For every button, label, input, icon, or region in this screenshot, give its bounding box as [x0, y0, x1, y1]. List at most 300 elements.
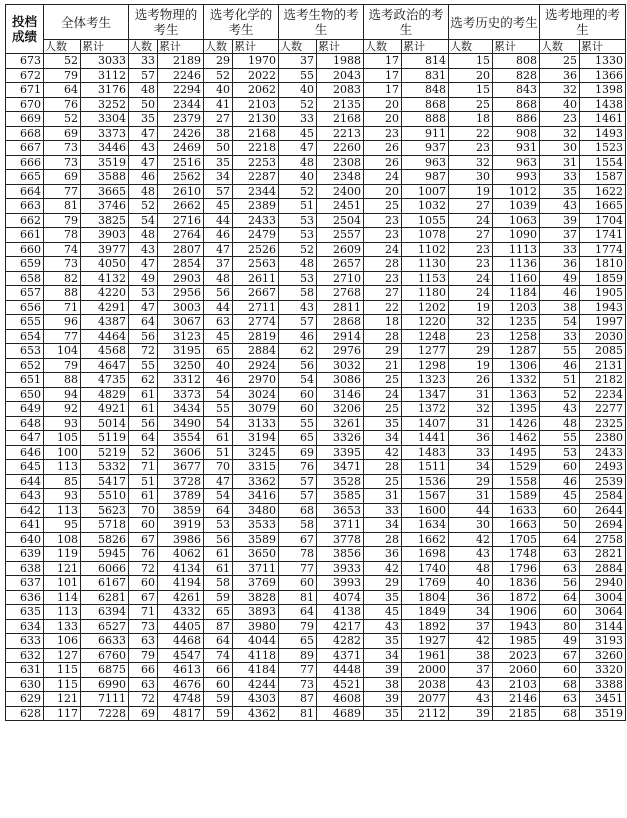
count-cell: 69: [129, 706, 158, 721]
cumulative-cell: 1849: [402, 605, 449, 620]
count-cell: 70: [129, 503, 158, 518]
cumulative-cell: 1493: [580, 126, 626, 141]
count-cell: 23: [449, 329, 493, 344]
count-cell: 34: [364, 648, 402, 663]
cumulative-cell: 3315: [233, 460, 279, 475]
count-cell: 77: [44, 184, 81, 199]
count-cell: 117: [44, 706, 81, 721]
count-cell: 42: [449, 634, 493, 649]
count-cell: 31: [449, 489, 493, 504]
cumulative-cell: 3585: [317, 489, 364, 504]
count-cell: 31: [364, 489, 402, 504]
cumulative-cell: 2213: [317, 126, 364, 141]
cumulative-cell: 1774: [580, 242, 626, 257]
count-cell: 45: [540, 489, 580, 504]
count-cell: 78: [44, 228, 81, 243]
cumulative-cell: 2758: [580, 532, 626, 547]
score-cell: 654: [6, 329, 44, 344]
count-cell: 63: [204, 315, 233, 330]
cumulative-cell: 1426: [493, 416, 540, 431]
score-cell: 634: [6, 619, 44, 634]
cumulative-cell: 4829: [81, 387, 129, 402]
count-cell: 58: [204, 576, 233, 591]
cumulative-cell: 4547: [158, 648, 204, 663]
cumulative-cell: 2433: [233, 213, 279, 228]
cumulative-cell: 2380: [580, 431, 626, 446]
cumulative-cell: 1943: [493, 619, 540, 634]
score-cell: 642: [6, 503, 44, 518]
count-cell: 35: [364, 590, 402, 605]
count-cell: 54: [204, 489, 233, 504]
cumulative-cell: 4217: [317, 619, 364, 634]
cumulative-cell: 1961: [402, 648, 449, 663]
cumulative-cell: 888: [402, 112, 449, 127]
count-cell: 36: [540, 257, 580, 272]
cumulative-cell: 1997: [580, 315, 626, 330]
count-cell: 64: [204, 634, 233, 649]
cumulative-cell: 1587: [580, 170, 626, 185]
count-cell: 79: [279, 619, 317, 634]
sub-header-cumulative: 累计: [233, 40, 279, 54]
cumulative-cell: 1306: [493, 358, 540, 373]
count-cell: 47: [129, 126, 158, 141]
score-cell: 657: [6, 286, 44, 301]
cumulative-cell: 1740: [402, 561, 449, 576]
table-row: [6, 68, 626, 83]
table-row: [6, 416, 626, 431]
score-cell: 646: [6, 445, 44, 460]
count-cell: 81: [44, 199, 81, 214]
cumulative-cell: 3064: [580, 605, 626, 620]
cumulative-cell: 1906: [493, 605, 540, 620]
cumulative-cell: 2060: [493, 663, 540, 678]
cumulative-cell: 1622: [580, 184, 626, 199]
cumulative-cell: 2344: [158, 97, 204, 112]
cumulative-cell: 2189: [158, 54, 204, 69]
cumulative-cell: 3728: [158, 474, 204, 489]
count-cell: 88: [44, 373, 81, 388]
count-cell: 26: [364, 155, 402, 170]
cumulative-cell: 1063: [493, 213, 540, 228]
count-cell: 67: [540, 648, 580, 663]
count-cell: 65: [204, 605, 233, 620]
count-cell: 64: [129, 315, 158, 330]
cumulative-cell: 2112: [402, 706, 449, 721]
count-cell: 39: [449, 706, 493, 721]
count-cell: 47: [204, 242, 233, 257]
cumulative-cell: 4050: [81, 257, 129, 272]
count-cell: 74: [44, 242, 81, 257]
cumulative-cell: 2433: [580, 445, 626, 460]
count-cell: 47: [129, 155, 158, 170]
cumulative-cell: 1523: [580, 141, 626, 156]
cumulative-cell: 2135: [317, 97, 364, 112]
cumulative-cell: 5718: [81, 518, 129, 533]
cumulative-cell: 2976: [317, 344, 364, 359]
table-row: [6, 170, 626, 185]
cumulative-cell: 4244: [233, 677, 279, 692]
cumulative-cell: 2609: [317, 242, 364, 257]
count-cell: 28: [364, 460, 402, 475]
cumulative-cell: 1007: [402, 184, 449, 199]
count-cell: 34: [449, 460, 493, 475]
count-cell: 17: [364, 54, 402, 69]
cumulative-cell: 828: [493, 68, 540, 83]
cumulative-cell: 4647: [81, 358, 129, 373]
cumulative-cell: 3245: [233, 445, 279, 460]
count-cell: 33: [449, 445, 493, 460]
cumulative-cell: 1347: [402, 387, 449, 402]
cumulative-cell: 2083: [317, 83, 364, 98]
score-cell: 670: [6, 97, 44, 112]
count-cell: 26: [364, 141, 402, 156]
count-cell: 61: [204, 431, 233, 446]
cumulative-cell: 1398: [580, 83, 626, 98]
count-cell: 60: [279, 576, 317, 591]
count-cell: 49: [540, 271, 580, 286]
score-cell: 652: [6, 358, 44, 373]
count-cell: 87: [204, 619, 233, 634]
table-row: [6, 184, 626, 199]
table-row: [6, 590, 626, 605]
cumulative-cell: 4138: [317, 605, 364, 620]
count-cell: 33: [540, 170, 580, 185]
count-cell: 60: [540, 503, 580, 518]
cumulative-cell: 3711: [233, 561, 279, 576]
sub-header-cumulative: 累计: [158, 40, 204, 54]
cumulative-cell: 2667: [233, 286, 279, 301]
cumulative-cell: 3388: [580, 677, 626, 692]
cumulative-cell: 1102: [402, 242, 449, 257]
table-row: [6, 141, 626, 156]
count-cell: 63: [540, 692, 580, 707]
group-header-geography: 选考地理的考生: [540, 5, 626, 40]
cumulative-cell: 3373: [158, 387, 204, 402]
cumulative-cell: 831: [402, 68, 449, 83]
count-cell: 36: [540, 68, 580, 83]
count-cell: 36: [449, 431, 493, 446]
cumulative-cell: 1078: [402, 228, 449, 243]
count-cell: 39: [540, 213, 580, 228]
cumulative-cell: 3123: [158, 329, 204, 344]
count-cell: 49: [129, 271, 158, 286]
cumulative-cell: 963: [402, 155, 449, 170]
count-cell: 65: [204, 344, 233, 359]
count-cell: 30: [540, 141, 580, 156]
count-cell: 45: [204, 199, 233, 214]
cumulative-cell: 6394: [81, 605, 129, 620]
count-cell: 61: [129, 489, 158, 504]
cumulative-cell: 2539: [580, 474, 626, 489]
count-cell: 58: [279, 286, 317, 301]
count-cell: 69: [44, 170, 81, 185]
count-cell: 27: [204, 112, 233, 127]
count-cell: 21: [364, 358, 402, 373]
count-cell: 53: [279, 271, 317, 286]
count-cell: 52: [44, 112, 81, 127]
count-cell: 25: [364, 199, 402, 214]
count-cell: 52: [129, 445, 158, 460]
cumulative-cell: 2807: [158, 242, 204, 257]
cumulative-cell: 6281: [81, 590, 129, 605]
count-cell: 49: [540, 634, 580, 649]
cumulative-cell: 4371: [317, 648, 364, 663]
count-cell: 50: [204, 141, 233, 156]
count-cell: 43: [279, 300, 317, 315]
cumulative-cell: 3446: [81, 141, 129, 156]
cumulative-cell: 1665: [580, 199, 626, 214]
cumulative-cell: 2246: [158, 68, 204, 83]
count-cell: 57: [279, 474, 317, 489]
cumulative-cell: 2389: [233, 199, 279, 214]
count-cell: 73: [129, 619, 158, 634]
cumulative-cell: 3856: [317, 547, 364, 562]
cumulative-cell: 5417: [81, 474, 129, 489]
count-cell: 81: [279, 590, 317, 605]
count-cell: 43: [449, 692, 493, 707]
count-cell: 35: [540, 184, 580, 199]
count-cell: 61: [204, 547, 233, 562]
cumulative-cell: 1441: [402, 431, 449, 446]
count-cell: 78: [279, 547, 317, 562]
score-cell: 628: [6, 706, 44, 721]
cumulative-cell: 2562: [158, 170, 204, 185]
cumulative-cell: 3133: [233, 416, 279, 431]
score-cell: 649: [6, 402, 44, 417]
count-cell: 87: [279, 692, 317, 707]
cumulative-cell: 1927: [402, 634, 449, 649]
cumulative-cell: 3144: [580, 619, 626, 634]
cumulative-cell: 2764: [158, 228, 204, 243]
table-row: [6, 126, 626, 141]
table-row: [6, 257, 626, 272]
count-cell: 53: [540, 445, 580, 460]
cumulative-cell: 4062: [158, 547, 204, 562]
count-cell: 46: [540, 286, 580, 301]
score-cell: 659: [6, 257, 44, 272]
count-cell: 53: [279, 213, 317, 228]
count-cell: 55: [129, 358, 158, 373]
count-cell: 18: [449, 112, 493, 127]
cumulative-cell: 1663: [493, 518, 540, 533]
count-cell: 36: [449, 590, 493, 605]
count-cell: 35: [364, 416, 402, 431]
count-cell: 80: [540, 619, 580, 634]
count-cell: 79: [129, 648, 158, 663]
score-cell: 660: [6, 242, 44, 257]
cumulative-cell: 3919: [158, 518, 204, 533]
count-cell: 50: [129, 97, 158, 112]
cumulative-cell: 2956: [158, 286, 204, 301]
score-cell: 641: [6, 518, 44, 533]
cumulative-cell: 2914: [317, 329, 364, 344]
cumulative-cell: 3893: [233, 605, 279, 620]
count-cell: 55: [279, 416, 317, 431]
count-cell: 37: [540, 228, 580, 243]
cumulative-cell: 1905: [580, 286, 626, 301]
count-cell: 67: [129, 590, 158, 605]
cumulative-cell: 1203: [493, 300, 540, 315]
cumulative-cell: 2884: [233, 344, 279, 359]
count-cell: 76: [279, 460, 317, 475]
count-cell: 73: [44, 257, 81, 272]
cumulative-cell: 1407: [402, 416, 449, 431]
sub-header-count: 人数: [540, 40, 580, 54]
cumulative-cell: 1220: [402, 315, 449, 330]
cumulative-cell: 2043: [317, 68, 364, 83]
count-cell: 59: [204, 692, 233, 707]
count-cell: 100: [44, 445, 81, 460]
cumulative-cell: 4184: [233, 663, 279, 678]
sub-header-count: 人数: [44, 40, 81, 54]
cumulative-cell: 4387: [81, 315, 129, 330]
cumulative-cell: 4044: [233, 634, 279, 649]
cumulative-cell: 2185: [493, 706, 540, 721]
count-cell: 56: [540, 576, 580, 591]
cumulative-cell: 2694: [580, 518, 626, 533]
cumulative-cell: 2277: [580, 402, 626, 417]
count-cell: 96: [44, 315, 81, 330]
count-cell: 69: [44, 126, 81, 141]
count-cell: 48: [204, 271, 233, 286]
score-cell: 647: [6, 431, 44, 446]
count-cell: 19: [449, 184, 493, 199]
count-cell: 29: [364, 576, 402, 591]
cumulative-cell: 1153: [402, 271, 449, 286]
sub-header-count: 人数: [204, 40, 233, 54]
count-cell: 63: [129, 677, 158, 692]
score-cell: 648: [6, 416, 44, 431]
cumulative-cell: 2130: [233, 112, 279, 127]
cumulative-cell: 2218: [233, 141, 279, 156]
score-cell: 644: [6, 474, 44, 489]
table-row: [6, 431, 626, 446]
count-cell: 29: [449, 474, 493, 489]
count-cell: 46: [204, 228, 233, 243]
count-cell: 20: [449, 68, 493, 83]
cumulative-cell: 6633: [81, 634, 129, 649]
group-header-physics: 选考物理的考生: [129, 5, 204, 40]
count-cell: 39: [364, 663, 402, 678]
score-cell: 632: [6, 648, 44, 663]
cumulative-cell: 2516: [158, 155, 204, 170]
cumulative-cell: 868: [402, 97, 449, 112]
count-cell: 61: [204, 561, 233, 576]
cumulative-cell: 3903: [81, 228, 129, 243]
count-cell: 44: [449, 503, 493, 518]
score-cell: 663: [6, 199, 44, 214]
cumulative-cell: 814: [402, 54, 449, 69]
cumulative-cell: 3362: [233, 474, 279, 489]
sub-header-count: 人数: [364, 40, 402, 54]
cumulative-cell: 3825: [81, 213, 129, 228]
cumulative-cell: 1529: [493, 460, 540, 475]
count-cell: 46: [540, 358, 580, 373]
count-cell: 62: [279, 344, 317, 359]
count-cell: 64: [540, 532, 580, 547]
table-row: [6, 489, 626, 504]
cumulative-cell: 1985: [493, 634, 540, 649]
cumulative-cell: 4608: [317, 692, 364, 707]
count-cell: 47: [129, 300, 158, 315]
cumulative-cell: 1113: [493, 242, 540, 257]
count-cell: 43: [449, 677, 493, 692]
cumulative-cell: 5826: [81, 532, 129, 547]
table-row: [6, 155, 626, 170]
score-distribution-table-container: [5, 4, 626, 721]
count-cell: 77: [44, 329, 81, 344]
count-cell: 54: [204, 387, 233, 402]
group-header-row: [6, 5, 626, 40]
cumulative-cell: 6760: [81, 648, 129, 663]
cumulative-cell: 4689: [317, 706, 364, 721]
count-cell: 114: [44, 590, 81, 605]
cumulative-cell: 4921: [81, 402, 129, 417]
count-cell: 73: [44, 141, 81, 156]
count-cell: 44: [204, 213, 233, 228]
score-distribution-table: [5, 4, 626, 721]
cumulative-cell: 1130: [402, 257, 449, 272]
count-cell: 95: [44, 518, 81, 533]
count-cell: 27: [449, 199, 493, 214]
cumulative-cell: 2294: [158, 83, 204, 98]
cumulative-cell: 3471: [317, 460, 364, 475]
count-cell: 31: [449, 387, 493, 402]
cumulative-cell: 4194: [158, 576, 204, 591]
count-cell: 27: [449, 228, 493, 243]
cumulative-cell: 4568: [81, 344, 129, 359]
count-cell: 31: [540, 155, 580, 170]
count-cell: 101: [44, 576, 81, 591]
cumulative-cell: 1235: [493, 315, 540, 330]
cumulative-cell: 1872: [493, 590, 540, 605]
cumulative-cell: 1859: [580, 271, 626, 286]
count-cell: 42: [364, 561, 402, 576]
count-cell: 113: [44, 460, 81, 475]
cumulative-cell: 1483: [402, 445, 449, 460]
count-cell: 51: [129, 474, 158, 489]
count-cell: 43: [540, 199, 580, 214]
count-cell: 17: [364, 83, 402, 98]
cumulative-cell: 1136: [493, 257, 540, 272]
cumulative-cell: 2168: [317, 112, 364, 127]
cumulative-cell: 2023: [493, 648, 540, 663]
cumulative-cell: 1363: [493, 387, 540, 402]
count-cell: 58: [279, 518, 317, 533]
cumulative-cell: 5510: [81, 489, 129, 504]
cumulative-cell: 3312: [158, 373, 204, 388]
count-cell: 51: [540, 373, 580, 388]
cumulative-cell: 3176: [81, 83, 129, 98]
table-row: [6, 605, 626, 620]
count-cell: 81: [279, 706, 317, 721]
group-header-biology: 选考生物的考生: [279, 5, 364, 40]
count-cell: 77: [279, 663, 317, 678]
count-cell: 48: [449, 561, 493, 576]
cumulative-cell: 5119: [81, 431, 129, 446]
cumulative-cell: 1536: [402, 474, 449, 489]
table-row: [6, 619, 626, 634]
count-cell: 55: [540, 344, 580, 359]
cumulative-cell: 2479: [233, 228, 279, 243]
count-cell: 23: [364, 228, 402, 243]
cumulative-cell: 1090: [493, 228, 540, 243]
cumulative-cell: 1567: [402, 489, 449, 504]
cumulative-cell: 1461: [580, 112, 626, 127]
cumulative-cell: 3193: [580, 634, 626, 649]
cumulative-cell: 5623: [81, 503, 129, 518]
cumulative-cell: 2557: [317, 228, 364, 243]
